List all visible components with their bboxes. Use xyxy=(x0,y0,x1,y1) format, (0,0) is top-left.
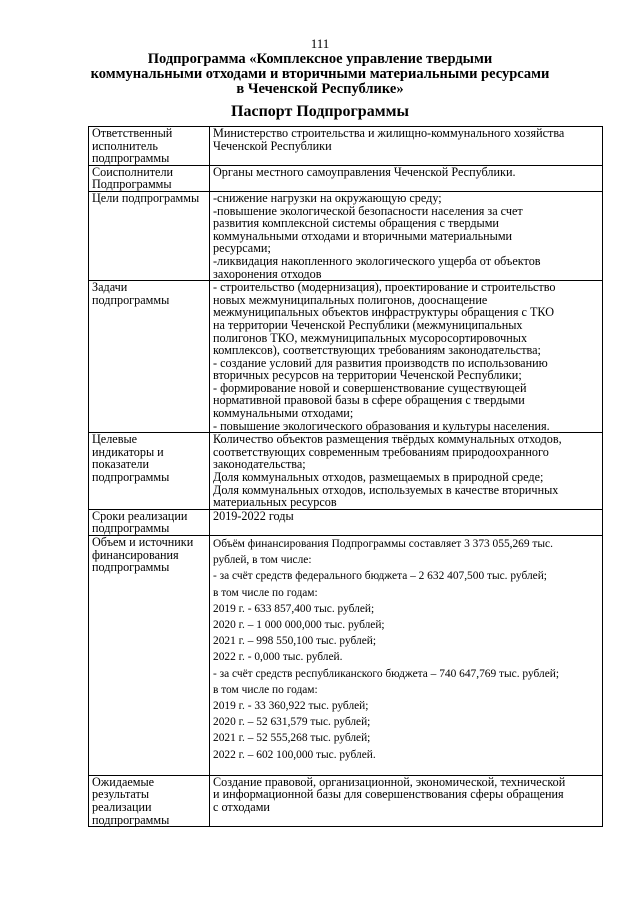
row-label-cell xyxy=(89,281,210,433)
row-value-line: 2020 г. – 52 631,579 тыс. рублей; xyxy=(213,716,371,729)
row-label-line: подпрограммы xyxy=(92,292,170,307)
row-value-line: - строительство (модернизация), проектирование и строительство xyxy=(213,280,556,295)
row-value-line: захоронения отходов xyxy=(213,266,322,281)
row-value-line: Создание правовой, организационной, экономической, технической xyxy=(213,774,566,789)
row-label-line: подпрограммы xyxy=(92,470,170,485)
row-value-line: Чеченской Республики xyxy=(213,138,332,153)
row-value-line: - создание условий для развития производств по использованию xyxy=(213,355,548,370)
row-value-line: -повышение экологической безопасности населения за счет xyxy=(213,203,523,218)
row-label-line: Ответственный xyxy=(92,126,173,140)
row-value-line: и информационной базы для совершенствования сферы обращения xyxy=(213,787,564,802)
row-label-line: индикаторы и xyxy=(92,444,164,459)
row-label-cell xyxy=(89,509,210,535)
row-label-line: Соисполнители xyxy=(92,164,174,179)
row-value-line: 2019 г. - 33 360,922 тыс. рублей; xyxy=(213,700,369,713)
row-value-line: Министерство строительства и жилищно-коммунального хозяйства xyxy=(213,126,565,140)
row-value-line: межмуниципальных объектов инфраструктуры обращения с ТКО xyxy=(213,305,555,320)
row-value-line: рублей, в том числе: xyxy=(213,554,312,567)
row-value-line: полигонов ТКО, межмуниципальных мусоросортировочных xyxy=(213,330,528,345)
row-value-line: 2022 г. – 602 100,000 тыс. рублей. xyxy=(213,748,376,761)
row-value-line: нормативной правовой базы в сфере обращения с твердыми xyxy=(213,393,525,408)
row-label-line: реализации xyxy=(92,800,152,815)
row-label-cell xyxy=(89,191,210,280)
passport-table-body xyxy=(89,127,603,827)
row-label-line: подпрограммы xyxy=(92,151,170,166)
row-value-line: - за счёт средств федерального бюджета – 2 632 407,500 тыс. рублей; xyxy=(213,570,547,583)
row-label-line: финансирования xyxy=(92,547,179,562)
row-label-line: подпрограммы xyxy=(92,812,170,827)
row-value-line: в том числе по годам: xyxy=(213,586,318,599)
row-value-line: Доля коммунальных отходов, используемых в качестве вторичных xyxy=(213,482,559,497)
row-value-line: коммунальными отходами; xyxy=(213,406,354,421)
table-row xyxy=(89,775,603,826)
page-number: 111 xyxy=(310,36,330,51)
row-label-line: результаты xyxy=(92,787,150,802)
row-value-line: материальных ресурсов xyxy=(213,495,337,510)
row-value-line: Доля коммунальных отходов, размещаемых в природной среде; xyxy=(213,470,544,485)
row-label-line: Сроки реализации xyxy=(92,508,188,523)
row-value-line: 2022 г. - 0,000 тыс. рублей. xyxy=(213,651,343,664)
table-row xyxy=(89,433,603,510)
title-line: коммунальными отходами и вторичными материальными ресурсами xyxy=(90,66,550,82)
table-row xyxy=(89,165,603,191)
row-label-line: подпрограммы xyxy=(92,521,170,536)
row-value-cell xyxy=(210,775,603,826)
title-line: Подпрограмма «Комплексное управление твердыми xyxy=(147,51,493,67)
row-value-cell xyxy=(210,281,603,433)
row-value-cell xyxy=(210,433,603,510)
row-value-line: 2021 г. – 52 555,268 тыс. рублей; xyxy=(213,732,371,745)
section-title: Паспорт Подпрограммы xyxy=(231,103,409,120)
row-value-line: в том числе по годам: xyxy=(213,683,318,696)
row-value-cell xyxy=(210,509,603,535)
row-label-line: Ожидаемые xyxy=(92,774,155,789)
row-value-line: законодательства; xyxy=(213,457,306,472)
row-value-line: -снижение нагрузки на окружающую среду; xyxy=(213,190,442,205)
row-value-line: с отходами xyxy=(213,800,270,815)
row-value-line: 2020 г. – 1 000 000,000 тыс. рублей; xyxy=(213,619,385,632)
row-value-line: вторичных ресурсов на территории Чеченской Республики; xyxy=(213,368,522,383)
row-label-cell xyxy=(89,165,210,191)
row-label-line: Целевые xyxy=(92,432,138,447)
row-value-line: новых межмуниципальных полигонов, дооснащение xyxy=(213,292,488,307)
table-row xyxy=(89,509,603,535)
row-value-line: коммунальными отходами и вторичными материальными xyxy=(213,228,513,243)
row-value-line: развития комплексной системы обращения с твердыми xyxy=(213,216,499,231)
row-value-line: Органы местного самоуправления Чеченской Республики. xyxy=(213,164,516,179)
row-value-line: 2019-2022 годы xyxy=(213,508,294,523)
row-label-line: Объем и источники xyxy=(92,535,194,549)
row-value-line: - повышение экологического образования и культуры населения. xyxy=(213,418,550,433)
row-value-line: на территории Чеченской Республики (межмуниципальных xyxy=(213,317,523,332)
row-value-line: -ликвидация накопленного экологического ущерба от объектов xyxy=(213,253,541,268)
row-label-line: Подпрограммы xyxy=(92,177,172,192)
row-value-line: Количество объектов размещения твёрдых коммунальных отходов, xyxy=(213,432,562,447)
row-label-line: исполнитель xyxy=(92,138,158,153)
row-value-line: соответствующих современным требованиям природоохранного xyxy=(213,444,549,459)
row-label-line: показатели xyxy=(92,457,150,472)
table-row xyxy=(89,127,603,166)
row-value-cell xyxy=(210,127,603,166)
table-row xyxy=(89,281,603,433)
row-label-line: подпрограммы xyxy=(92,560,170,575)
row-label-cell xyxy=(89,536,210,776)
row-label-line: Задачи xyxy=(92,280,128,295)
row-value-cell xyxy=(210,191,603,280)
row-value-line: Объём финансирования Подпрограммы составляет 3 373 055,269 тыс. xyxy=(213,538,553,550)
row-value-line: 2021 г. – 998 550,100 тыс. рублей; xyxy=(213,635,377,648)
passport-table xyxy=(88,126,603,827)
row-value-cell xyxy=(210,165,603,191)
row-value-line: ресурсами; xyxy=(213,241,271,256)
title-line: в Чеченской Республике» xyxy=(236,81,404,97)
row-value-line: - формирование новой и совершенствование существующей xyxy=(213,380,527,395)
row-value-line: - за счёт средств республиканского бюджета – 740 647,769 тыс. рублей; xyxy=(213,667,560,680)
row-label-cell xyxy=(89,775,210,826)
row-value-cell xyxy=(210,536,603,776)
row-label-cell xyxy=(89,433,210,510)
row-label-cell xyxy=(89,127,210,166)
table-row xyxy=(89,536,603,776)
page-title xyxy=(60,52,580,97)
row-label-line: Цели подпрограммы xyxy=(92,190,200,205)
row-value-line: 2019 г. - 633 857,400 тыс. рублей; xyxy=(213,602,375,615)
row-value-line: комплексов), соответствующих требованиям законодательства; xyxy=(213,343,541,358)
table-row xyxy=(89,191,603,280)
